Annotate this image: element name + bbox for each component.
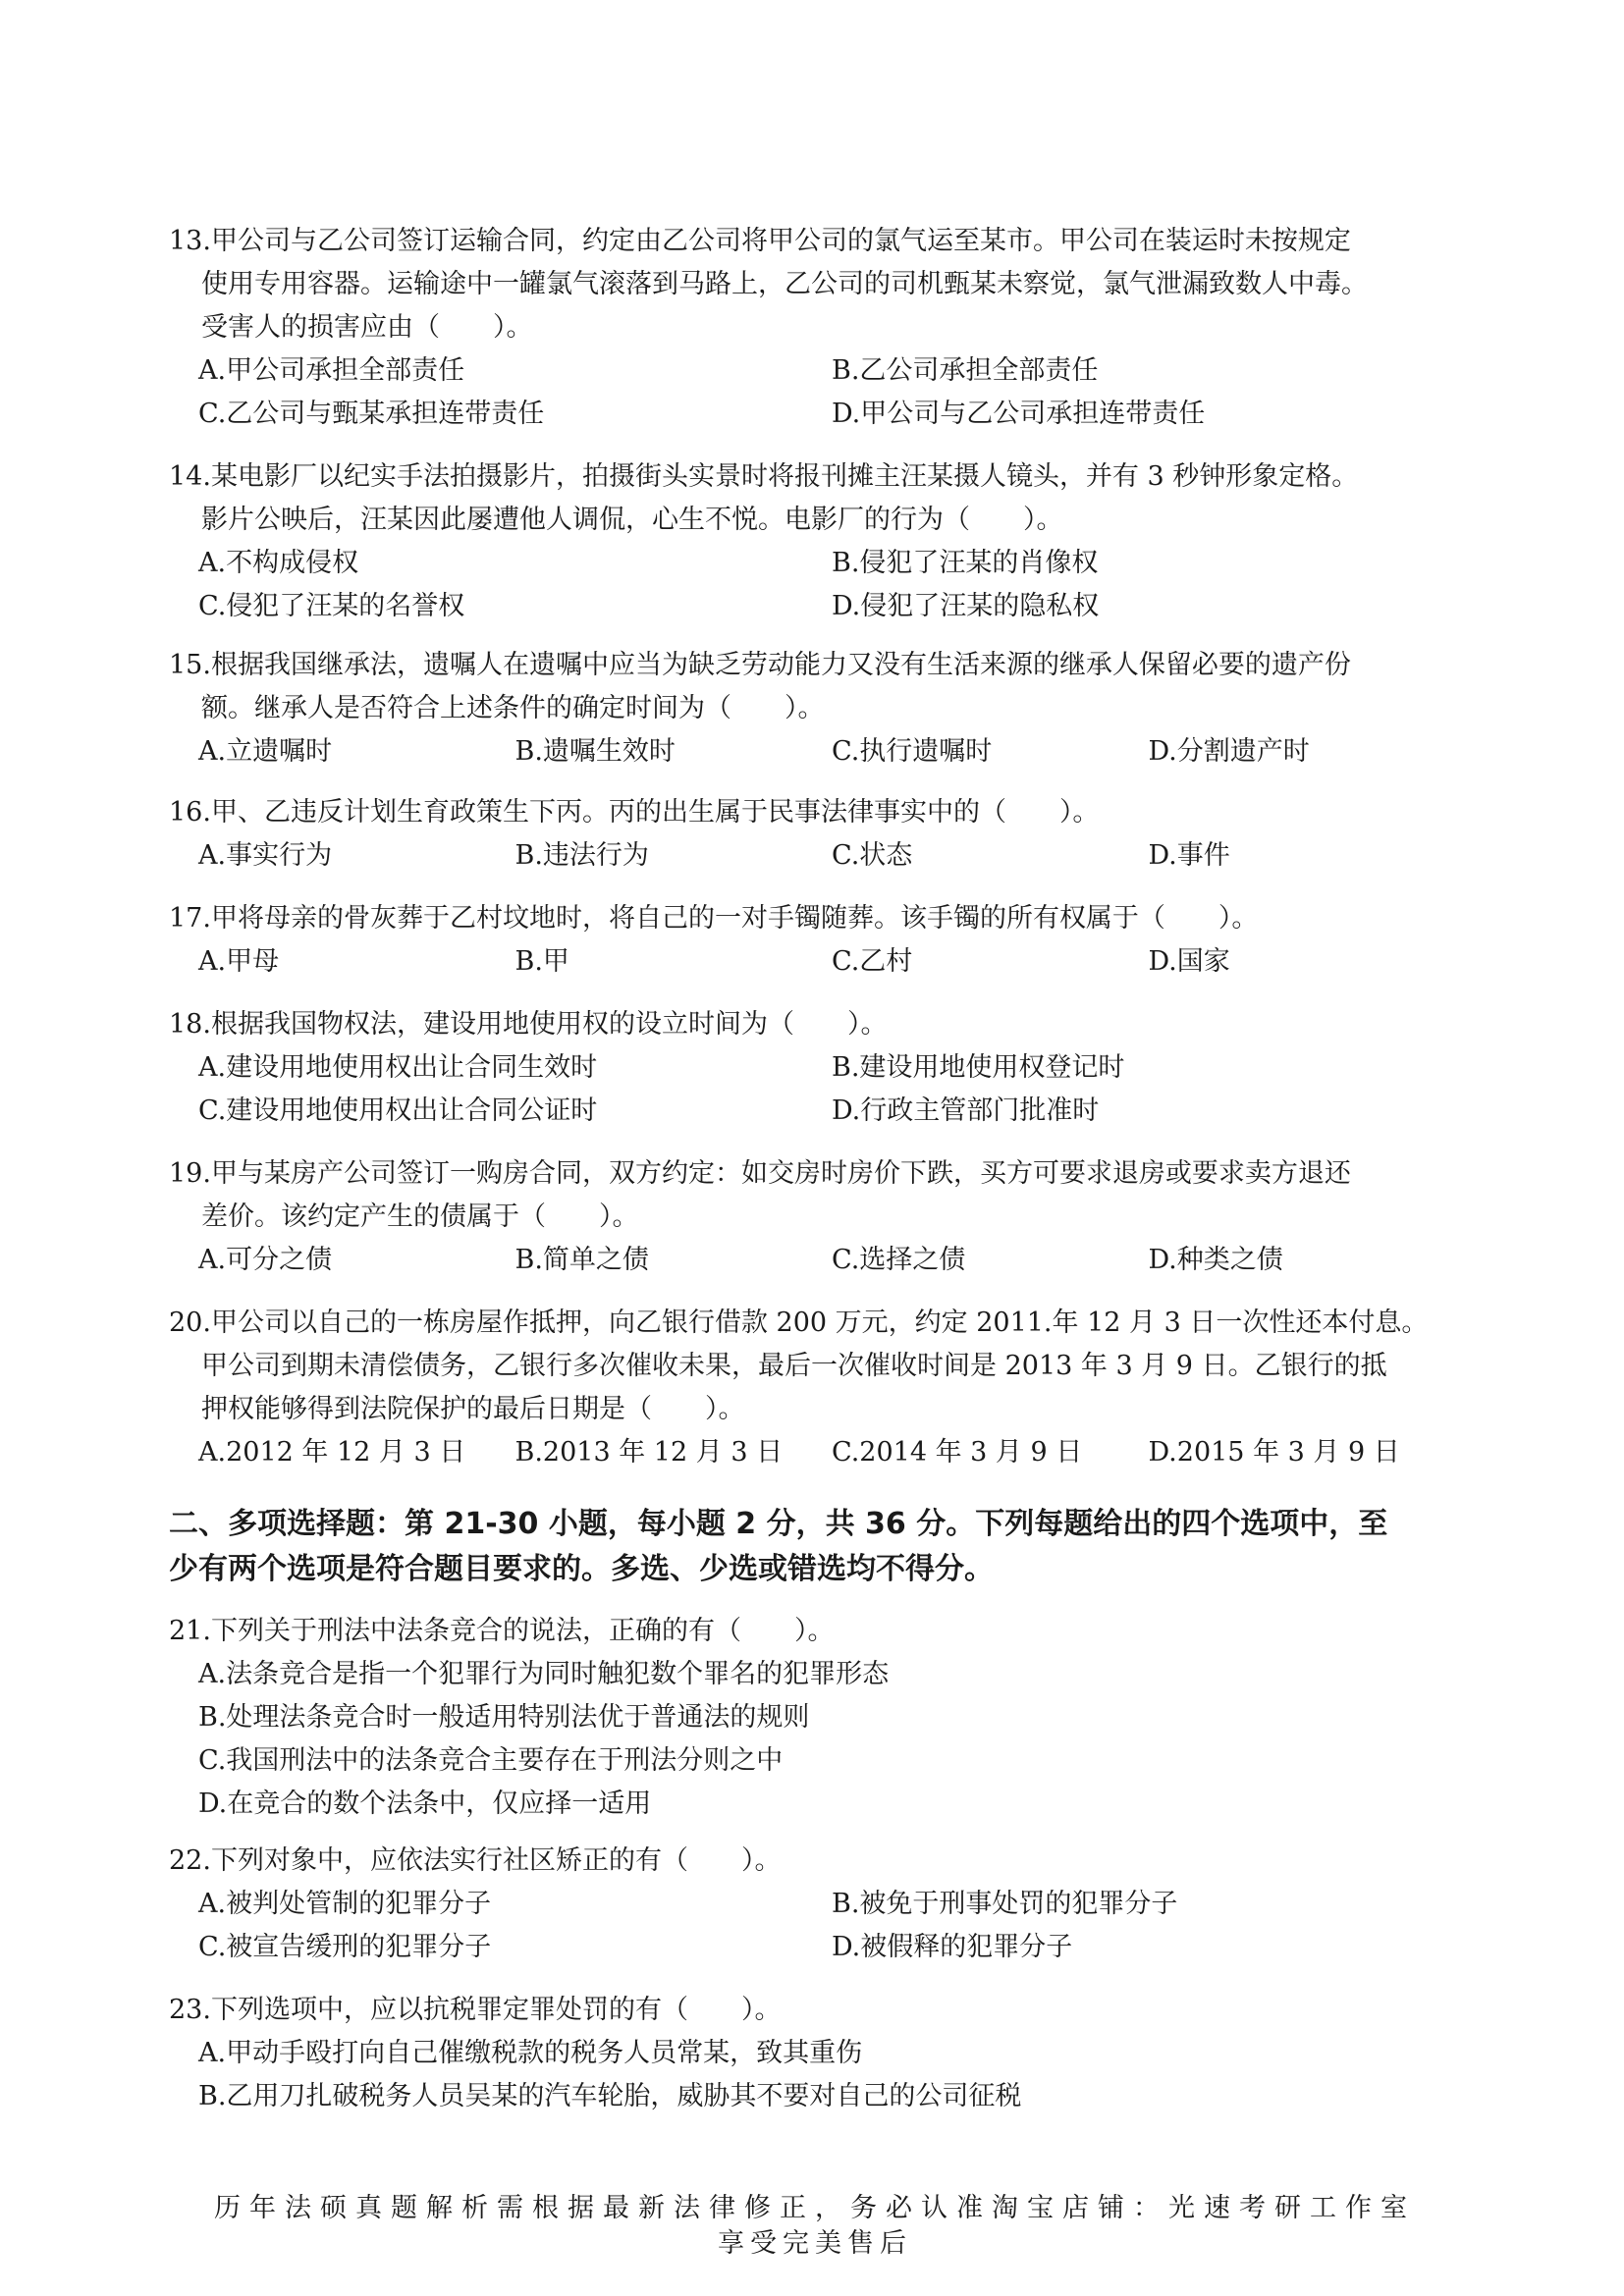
options: [169, 1883, 1465, 1969]
question-23: [169, 1989, 1465, 2118]
options: [169, 1653, 1465, 1826]
option-a: A.甲公司承担全部责任: [198, 355, 465, 386]
option-c: C.2014 年 3 月 9 日: [832, 1437, 1083, 1468]
option-c: C.被宣告缓刑的犯罪分子: [198, 1932, 492, 1962]
option-c: C.乙公司与甄某承担连带责任: [198, 399, 545, 429]
question-stem: 20.甲公司以自己的一栋房屋作抵押，向乙银行借款 200 万元，约定 2011.年 12 月 3 日一次性还本付息。: [169, 1308, 1429, 1338]
option-a: A.事实行为: [198, 840, 333, 871]
option-c: C.侵犯了汪某的名誉权: [198, 591, 465, 621]
option-d: D.在竞合的数个法条中，仅应择一适用: [198, 1789, 652, 1819]
option-b: B.侵犯了汪某的肖像权: [832, 548, 1099, 578]
options: [169, 349, 1465, 436]
question-stem-cont: 额。继承人是否符合上述条件的确定时间为（ ）。: [201, 693, 825, 723]
option-d: D.被假释的犯罪分子: [832, 1932, 1073, 1962]
option-a: A.甲动手殴打向自己催缴税款的税务人员常某，致其重伤: [198, 2038, 863, 2068]
question-stem: 14.某电影厂以纪实手法拍摄影片，拍摄街头实景时将报刊摊主汪某摄人镜头，并有 3 秒钟形象定格。: [169, 461, 1359, 492]
option-d: D.事件: [1148, 840, 1230, 871]
option-d: D.国家: [1148, 946, 1230, 977]
option-b: B.被免于刑事处罚的犯罪分子: [832, 1889, 1178, 1919]
option-b: B.遗嘱生效时: [514, 736, 676, 767]
question-18: [169, 1003, 1465, 1133]
question-stem-cont: 差价。该约定产生的债属于（ ）。: [201, 1201, 639, 1232]
options: [169, 730, 1465, 774]
option-a: A.可分之债: [198, 1245, 333, 1275]
option-c: C.执行遗嘱时: [832, 736, 993, 767]
options: [169, 1239, 1465, 1282]
options: [169, 940, 1465, 984]
option-a: A.立遗嘱时: [198, 736, 333, 767]
option-b: B.处理法条竞合时一般适用特别法优于普通法的规则: [198, 1702, 810, 1733]
question-21: [169, 1610, 1465, 1826]
question-stem: 17.甲将母亲的骨灰葬于乙村坟地时，将自己的一对手镯随葬。该手镯的所有权属于（ ）。: [169, 903, 1259, 934]
question-19: [169, 1152, 1465, 1282]
option-c: C.选择之债: [832, 1245, 966, 1275]
question-stem-cont: 押权能够得到法院保护的最后日期是（ ）。: [201, 1394, 745, 1424]
section-heading-line: 少有两个选项是符合题目要求的。多选、少选或错选均不得分。: [169, 1552, 994, 1586]
option-b: B.甲: [514, 946, 569, 977]
option-c: C.乙村: [832, 946, 913, 977]
question-stem: 13.甲公司与乙公司签订运输合同，约定由乙公司将甲公司的氯气运至某市。甲公司在装运时未按规定: [169, 226, 1351, 256]
option-c: C.状态: [832, 840, 913, 871]
question-16: [169, 791, 1465, 878]
footer-line: 享受完美售后: [718, 2228, 912, 2259]
options: [169, 1431, 1465, 1474]
options: [169, 834, 1465, 878]
options: [169, 2032, 1465, 2118]
option-b: B.乙公司承担全部责任: [832, 355, 1099, 386]
option-c: C.建设用地使用权出让合同公证时: [198, 1095, 598, 1126]
section-heading: [169, 1502, 1475, 1592]
question-stem: 15.根据我国继承法，遗嘱人在遗嘱中应当为缺乏劳动能力又没有生活来源的继承人保留必要的遗产份: [169, 650, 1351, 680]
option-b: B.建设用地使用权登记时: [832, 1052, 1125, 1083]
option-a: A.建设用地使用权出让合同生效时: [198, 1052, 598, 1083]
option-d: D.行政主管部门批准时: [832, 1095, 1100, 1126]
option-a: A.甲母: [198, 946, 280, 977]
question-stem: 18.根据我国物权法，建设用地使用权的设立时间为（ ）。: [169, 1009, 888, 1040]
option-d: D.侵犯了汪某的隐私权: [832, 591, 1100, 621]
question-22: [169, 1840, 1465, 1969]
question-13: [169, 220, 1465, 436]
option-b: B.2013 年 12 月 3 日: [514, 1437, 784, 1468]
option-b: B.简单之债: [514, 1245, 649, 1275]
option-d: D.甲公司与乙公司承担连带责任: [832, 399, 1206, 429]
question-20: [169, 1302, 1465, 1474]
question-stem: 19.甲与某房产公司签订一购房合同，双方约定：如交房时房价下跌，买方可要求退房或要求卖方退还: [169, 1158, 1351, 1189]
option-d: D.分割遗产时: [1148, 736, 1310, 767]
question-stem: 16.甲、乙违反计划生育政策生下丙。丙的出生属于民事法律事实中的（ ）。: [169, 797, 1100, 828]
option-a: A.2012 年 12 月 3 日: [198, 1437, 466, 1468]
option-c: C.我国刑法中的法条竞合主要存在于刑法分则之中: [198, 1745, 784, 1776]
question-stem-cont: 使用专用容器。运输途中一罐氯气滚落到马路上，乙公司的司机甄某未察觉，氯气泄漏致数人中毒。: [201, 269, 1368, 299]
footer-line: 历年法硕真题解析需根据最新法律修正，务必认准淘宝店铺：光速考研工作室: [214, 2193, 1416, 2223]
option-a: A.不构成侵权: [198, 548, 359, 578]
question-stem-cont: 影片公映后，汪某因此屡遭他人调侃，心生不悦。电影厂的行为（ ）。: [201, 505, 1063, 535]
option-d: D.种类之债: [1148, 1245, 1283, 1275]
question-17: [169, 897, 1465, 984]
question-15: [169, 644, 1465, 774]
question-stem-cont: 甲公司到期未清偿债务，乙银行多次催收未果，最后一次催收时间是 2013 年 3 月 9 日。乙银行的抵: [201, 1351, 1387, 1381]
option-d: D.2015 年 3 月 9 日: [1148, 1437, 1400, 1468]
option-a: A.法条竞合是指一个犯罪行为同时触犯数个罪名的犯罪形态: [198, 1659, 890, 1689]
options: [169, 542, 1465, 628]
page-footer: [128, 2191, 1502, 2262]
question-stem: 21.下列关于刑法中法条竞合的说法，正确的有（ ）。: [169, 1616, 835, 1646]
question-stem-cont: 受害人的损害应由（ ）。: [201, 312, 533, 343]
question-stem: 22.下列对象中，应依法实行社区矫正的有（ ）。: [169, 1845, 782, 1876]
options: [169, 1046, 1465, 1133]
question-14: [169, 455, 1465, 628]
section-heading-line: 二、多项选择题：第 21-30 小题，每小题 2 分，共 36 分。下列每题给出的四个选项中，至: [169, 1507, 1388, 1541]
option-b: B.乙用刀扎破税务人员吴某的汽车轮胎，威胁其不要对自己的公司征税: [198, 2081, 1022, 2111]
question-stem: 23.下列选项中，应以抗税罪定罪处罚的有（ ）。: [169, 1995, 782, 2025]
option-a: A.被判处管制的犯罪分子: [198, 1889, 492, 1919]
option-b: B.违法行为: [514, 840, 649, 871]
